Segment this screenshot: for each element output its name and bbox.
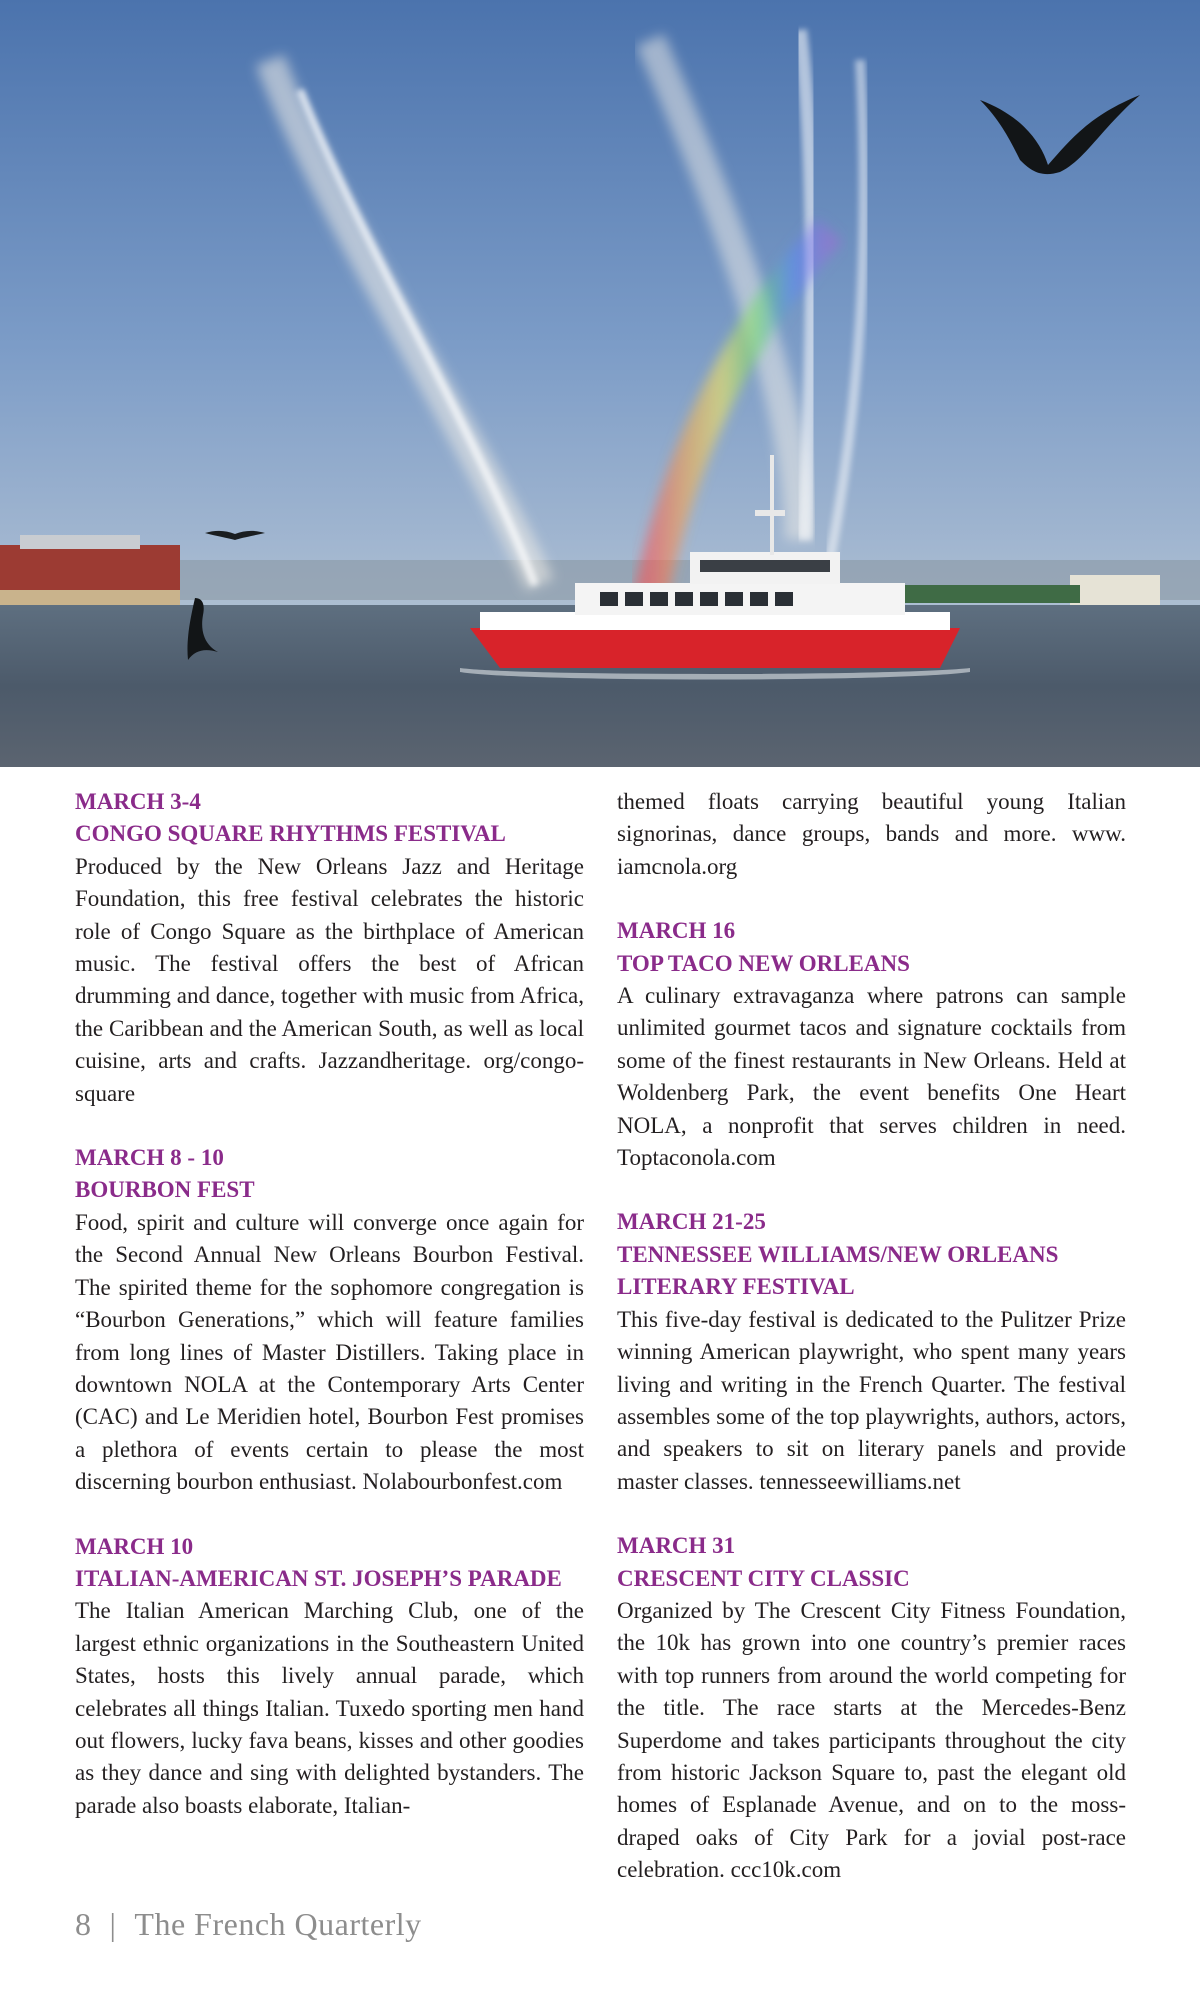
event-title: CRESCENT CITY CLASSIC <box>617 1565 910 1591</box>
continued-description: themed floats carrying beautiful young Italian signorinas, dance groups, bands and more. www. iamcnola.org <box>617 789 1126 879</box>
event-description: The Italian American Marching Club, one of the largest ethnic organizations in the Southeastern United States, hosts this lively annual parade, which celebrates all things Italian. Tuxedo sporting men hand out flowers, lucky fava beans, kisses and other goodies as they dance and sing with delighted bystanders. The parade also boasts elaborate, Italian- <box>75 1598 584 1818</box>
event-date: MARCH 21-25 <box>617 1209 766 1235</box>
page-footer <box>75 1906 422 1943</box>
hero-photo <box>0 0 1200 767</box>
publication-name: The French Quarterly <box>134 1906 422 1942</box>
event-date: MARCH 8 - 10 <box>75 1145 224 1171</box>
event-date: MARCH 10 <box>75 1533 194 1559</box>
event-title: BOURBON FEST <box>75 1177 255 1203</box>
event-congo-square <box>75 786 584 1110</box>
event-title: CONGO SQUARE RHYTHMS FESTIVAL <box>75 821 506 847</box>
event-date: MARCH 31 <box>617 1533 736 1559</box>
event-bourbon-fest <box>75 1142 584 1498</box>
event-top-taco <box>617 915 1126 1174</box>
event-title: TENNESSEE WILLIAMS/NEW ORLEANS LITERARY FESTIVAL <box>617 1241 1059 1300</box>
event-description: A culinary extravaganza where patrons can sample unlimited gourmet tacos and signature cocktails from some of the finest restaurants in New Orleans. Held at Woldenberg Park, the event benefits One Heart NOLA, a nonprofit that serves children in need. Toptaconola.com <box>617 983 1126 1171</box>
page-number: 8 <box>75 1906 92 1942</box>
event-title: TOP TACO NEW ORLEANS <box>617 950 910 976</box>
event-title: ITALIAN-AMERICAN ST. JOSEPH’S PARADE <box>75 1565 562 1591</box>
event-crescent-city-classic <box>617 1530 1126 1886</box>
right-column <box>617 786 1126 1919</box>
event-description: Produced by the New Orleans Jazz and Heritage Foundation, this free festival celebrates the historic role of Congo Square as the birthplace of American music. The festival offers the best of African drumming and dance, together with music from Africa, the Caribbean and the American South, as well as local cuisine, arts and crafts. Jazzandheritage. org/congo-square <box>75 853 584 1106</box>
event-tennessee-williams <box>617 1206 1126 1498</box>
footer-separator: | <box>109 1906 117 1942</box>
event-st-josephs-parade <box>75 1531 584 1823</box>
event-date: MARCH 16 <box>617 918 736 944</box>
event-date: MARCH 3-4 <box>75 789 201 814</box>
event-description: Food, spirit and culture will converge once again for the Second Annual New Orleans Bourbon Festival. The spirited theme for the sophomore congregation is “Bourbon Generations,” which will feature families from long lines of Master Distillers. Taking place in downtown NOLA at the Contemporary Arts Center (CAC) and Le Meridien hotel, Bourbon Fest promises a plethora of events certain to please the most discerning bourbon enthusiast. Nolabourbonfest.com <box>75 1209 584 1495</box>
event-description: Organized by The Crescent City Fitness Foundation, the 10k has grown into one country’s premier races with top runners from around the world competing for the title. The race starts at the Mercedes-Benz Superdome and takes participants throughout the city from historic Jackson Square to, past the elegant old homes of Esplanade Avenue, and on to the moss-draped oaks of City Park for a jovial post-race celebration. ccc10k.com <box>617 1597 1126 1883</box>
left-column <box>75 786 584 1854</box>
event-continuation <box>617 786 1126 883</box>
event-description: This five-day festival is dedicated to the Pulitzer Prize winning American playwright, who spent many years living and writing in the French Quarter. The festival assembles some of the top playwrights, authors, actors, and speakers to sit on literary panels and provide master classes. tennesseewilliams.net <box>617 1306 1126 1494</box>
